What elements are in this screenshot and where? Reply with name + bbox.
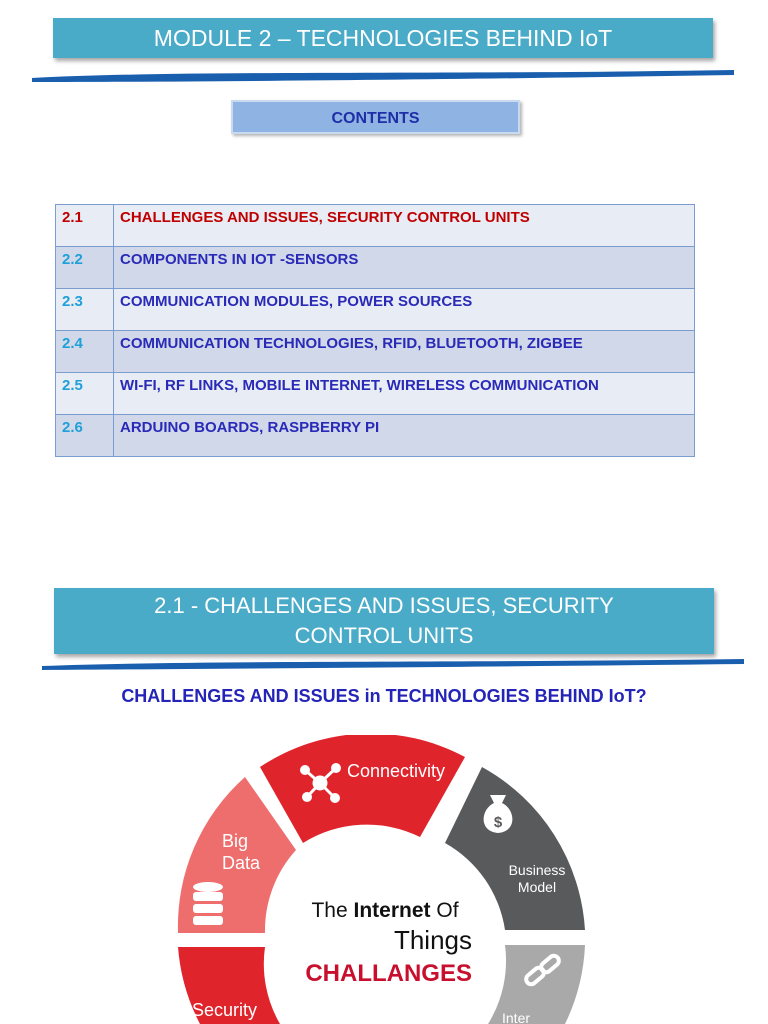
section-title: ARDUINO BOARDS, RASPBERRY PI	[114, 415, 695, 457]
center-internet: Internet	[353, 899, 431, 922]
section-underline-stroke	[40, 655, 746, 671]
section-title-banner	[54, 588, 714, 654]
table-row[interactable]	[56, 289, 695, 331]
big-data-label-line2: Data	[222, 853, 261, 873]
section-number: 2.6	[56, 415, 114, 457]
business-model-segment	[445, 767, 585, 930]
connectivity-segment	[260, 735, 465, 843]
business-model-label-line2: Model	[517, 879, 557, 895]
section-title: WI-FI, RF LINKS, MOBILE INTERNET, WIRELESS COMMUNICATION	[114, 373, 695, 415]
section-title: CHALLENGES AND ISSUES, SECURITY CONTROL UNITS	[114, 205, 695, 247]
center-things: Things	[393, 925, 472, 955]
table-row[interactable]	[56, 373, 695, 415]
section-number: 2.2	[56, 247, 114, 289]
section-title-line1: 2.1 - CHALLENGES AND ISSUES, SECURITY	[154, 593, 614, 618]
section-number: 2.3	[56, 289, 114, 331]
contents-table	[55, 204, 695, 457]
iot-challenges-diagram	[170, 735, 600, 1024]
section-title: COMPONENTS IN IOT -SENSORS	[114, 247, 695, 289]
header-underline-stroke	[30, 66, 736, 84]
section-title-line2: CONTROL UNITS	[294, 623, 474, 648]
section-question: CHALLENGES AND ISSUES in TECHNOLOGIES BEHIND IoT?	[121, 686, 647, 706]
module-title: MODULE 2 – TECHNOLOGIES BEHIND IoT	[153, 25, 613, 51]
center-the: The	[311, 899, 348, 922]
interoperability-label: Inter	[502, 1010, 531, 1024]
center-of: Of	[436, 899, 459, 922]
module-title-banner	[53, 18, 713, 58]
contents-label: CONTENTS	[331, 110, 420, 127]
section-title: COMMUNICATION TECHNOLOGIES, RFID, BLUETOOTH, ZIGBEE	[114, 331, 695, 373]
section-number: 2.4	[56, 331, 114, 373]
business-model-label-line1: Business	[508, 862, 566, 878]
table-row[interactable]	[56, 415, 695, 457]
security-label: Security	[192, 1000, 258, 1020]
section-number: 2.1	[56, 205, 114, 247]
connectivity-label: Connectivity	[347, 761, 446, 781]
table-row[interactable]	[56, 205, 695, 247]
section-number: 2.5	[56, 373, 114, 415]
table-row[interactable]	[56, 331, 695, 373]
section-title: COMMUNICATION MODULES, POWER SOURCES	[114, 289, 695, 331]
center-title-line1	[311, 899, 458, 922]
table-row[interactable]	[56, 247, 695, 289]
center-challanges: CHALLANGES	[305, 960, 472, 987]
big-data-label-line1: Big	[222, 831, 249, 851]
svg-text:$: $	[493, 814, 503, 831]
contents-label-box	[231, 100, 520, 134]
